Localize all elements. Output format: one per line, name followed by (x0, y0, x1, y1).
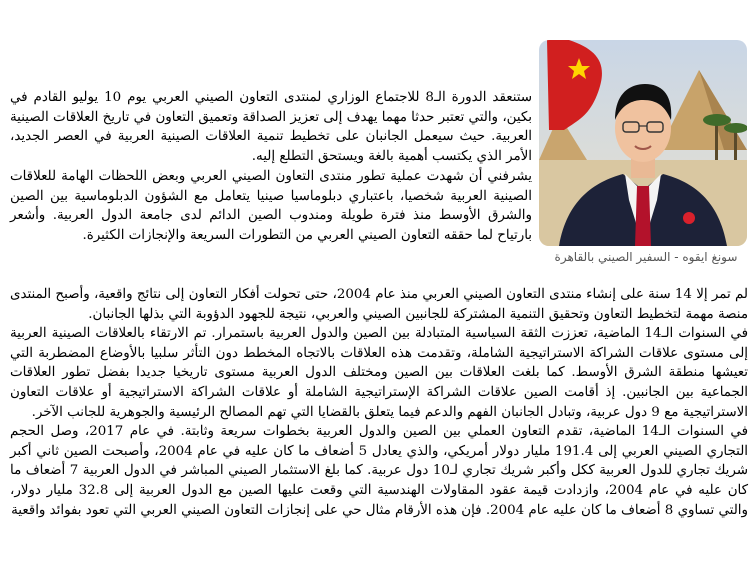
paragraph: ستنعقد الدورة الـ8 للاجتماع الوزاري لمنتدى التعاون الصيني العربي يوم 10 يوليو القادم في بكين، والتي تعتبر حدثا مهما يهدف إلى تعزيز الصداقة وتعميق التعاون في تاريخ العلاقات الصينية العربية. حيث سيعمل الجانبان على تخطيط تنمية العلاقات الصينية العربية في العصر الجديد، الأمر الذي يكتسب أهمية بالغة ويستحق التطلع إليه. (10, 90, 532, 165)
paragraph: لم تمر إلا 14 سنة على إنشاء منتدى التعاون الصيني العربي منذ عام 2004، حتى تحولت أفكار التعاون إلى نتائج واقعية، وأصبح المنتدى منصة مهمة لتخطيط التعاون وتحقيق التنمية المشتركة للجانبين الصيني والعربي، نتيجة للجهود الدؤوبة التي بذلها الجانبان. (10, 287, 748, 322)
ambassador-photo (539, 40, 747, 246)
article-intro (10, 88, 532, 246)
article-body (10, 285, 748, 520)
paragraph: في السنوات الـ14 الماضية، تعززت الثقة السياسية المتبادلة بين الصين والدول العربية باستمرار. تم الارتقاء بالعلاقات الصينية العربية إلى مستوى علاقات الشراكة الاستراتيجية الشاملة، وتقدمت هذه العلاقات بالاتجاه المخطط دون التأثر سلبيا بالأوضاع المضطربة التي تعيشها منطقة الشرق الأوسط. كما بلغت العلاقات بين الصين ومختلف الدول العربية مستوى تاريخيا جديدا بفضل تطور العلاقات الجماعية بين الجانبين. إذ أقامت الصين علاقات الشراكة الإستراتيجية الشاملة أو علاقات الشراكة الاستراتيجية أو علاقات التعاون الاستراتيجية مع 9 دول عربية، وتبادل الجانبان الفهم والدعم فيما يتعلق بالقضايا التي تهم المصالح الرئيسية والجوهرية للجانب الآخر. (10, 326, 748, 420)
paragraph: في السنوات الـ14 الماضية، تقدم التعاون العملي بين الصين والدول العربية بخطوات سريعة وثابتة. في عام 2017، وصل الحجم التجاري الصيني العربي إلى 191.4 مليار دولار أمريكي، والذي يعادل 5 أضعاف ما كان عليه في عام 2004، وأصبحت الصين ثاني أكبر شريك تجاري للدول العربية ككل وأكبر شريك تجاري لـ10 دول عربية. كما بلغ الاستثمار الصيني المباشر في الدول العربية 7 أضعاف ما كان عليه في عام 2004، وازدادت قيمة عقود المقاولات الهندسية التي وقعت عليها الصين مع الدول العربية إلى 32.8 مليار دولار، والتي تساوي 8 أضعاف ما كان عليه عام 2004. فإن هذه الأرقام مثال حي على إنجازات التعاون الصيني العربي التي تعود بفوائد واقعية (10, 424, 749, 518)
paragraph: يشرفني أن شهدت عملية تطور منتدى التعاون الصيني العربي وبعض اللحظات الهامة للعلاقات الصينية العربية شخصيا، باعتباري دبلوماسيا صينيا يتعامل مع الشؤون الدبلوماسية بين الصين والشرق الأوسط منذ فترة طويلة ومندوب الصين الدائم لدى جامعة الدول العربية. وأشعر بارتياح لما حققه التعاون الصيني العربي من التطورات السريعة والإنجازات الكثيرة. (10, 168, 532, 243)
photo-caption: سونغ ايقوه - السفير الصيني بالقاهرة (554, 250, 738, 264)
